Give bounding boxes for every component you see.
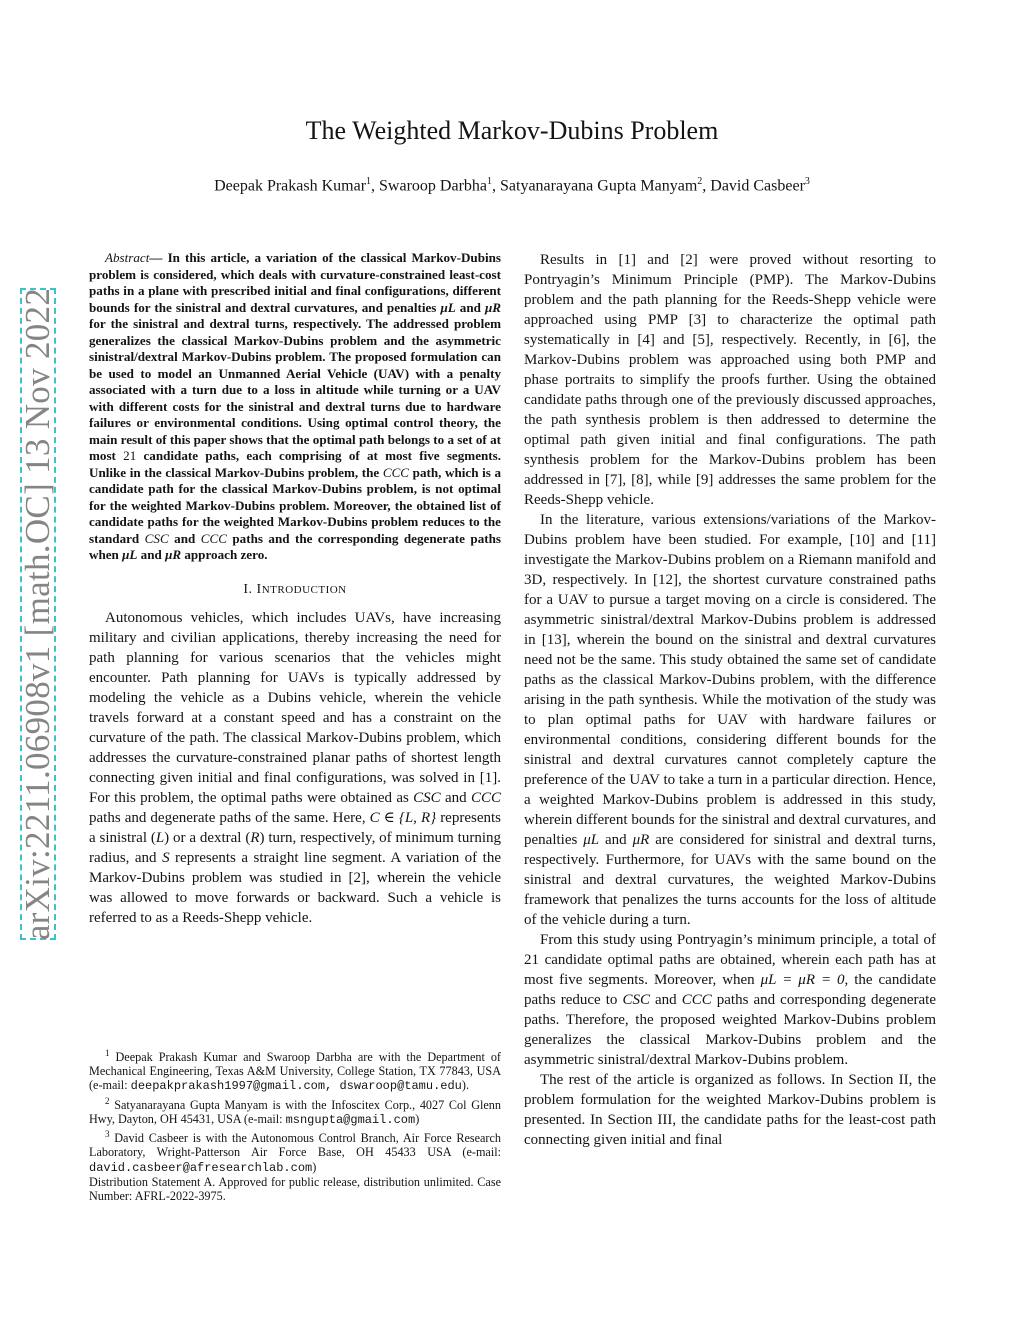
body-paragraph: From this study using Pontryagin’s minimum principle, a total of 21 candidate optimal paths are obtained, wherein each path has at most five segments. Moreover, when μL = μR = 0, the candidate paths reduce to CSC and CCC paths and corresponding degenerate paths. Therefore, the proposed weighted Markov-Dubins problem generalizes the classical Markov-Dubins problem and the asymmetric sinistral/dextral Markov-Dubins problem. [524, 932, 936, 1068]
right-column [524, 250, 936, 1150]
section-heading-introduction: I. INTRODUCTION [243, 581, 347, 597]
footnote: $^3$ David Casbeer is with the Autonomous Control Branch, Air Force Research Laboratory, Wright-Patterson Air Force Base, OH 45433 USA (e-mail: david.casbeer@afresearchlab.com) [89, 1129, 501, 1175]
footnote: $^2$ Satyanarayana Gupta Manyam is with the Infoscitex Corp., 4027 Col Glenn Hwy, Dayton, OH 45431, USA (e-mail: msngupta@gmail.com) [89, 1095, 501, 1127]
arxiv-stamp [8, 288, 74, 940]
abstract: Abstract— In this article, a variation of the classical Markov-Dubins problem is considered, which deals with curvature-constrained least-cost paths in a plane with prescribed initial and final configurations, different bounds for the sinistral and dextral curvatures, and penalties μL and μR for the sinistral and dextral turns, respectively. The addressed problem generalizes the classical Markov-Dubins problem and the asymmetric sinistral/dextral Markov-Dubins problem. The proposed formulation can be used to model an Unmanned Aerial Vehicle (UAV) with a penalty associated with a turn due to a loss in altitude while turning or a UAV with different costs for the sinistral and dextral turns due to hardware failures or environmental conditions. Using optimal control theory, the main result of this paper shows that the optimal path belongs to a set of at most 21 candidate paths, each comprising of at most five segments. Unlike in the classical Markov-Dubins problem, the CCC path, which is a candidate path for the classical Markov-Dubins problem, is not optimal for the weighted Markov-Dubins problem. Moreover, the obtained list of candidate paths for the weighted Markov-Dubins problem reduces to the standard CSC and CCC paths and the corresponding degenerate paths when μL and μR approach zero. [89, 250, 502, 562]
author-name: Swaroop Darbha [379, 177, 487, 195]
footnotes [89, 1046, 501, 1203]
affiliation-mark: 1 [487, 176, 492, 187]
email-link[interactable]: msngupta@gmail.com [285, 1112, 416, 1127]
body-paragraph: Results in [1] and [2] were proved without resorting to Pontryagin’s Minimum Principle (PMP). The Markov-Dubins problem and the path planning for the Reeds-Shepp vehicle were approached using PMP [3] to characterize the optimal path systematically in [4] and [5], respectively. Recently, in [6], the Markov-Dubins problem was approached using both PMP and phase portraits to simplify the proofs further. Using the obtained candidate paths through one of the previously discussed approaches, the path synthesis problem is then addressed to determine the optimal path given initial and final configurations. The path synthesis problem for the Markov-Dubins problem has been addressed in [7], [8], while [9] addresses the same problem for the Reeds-Shepp vehicle. [524, 252, 936, 508]
abstract-label: Abstract— [105, 250, 163, 265]
author-name: Deepak Prakash Kumar [214, 177, 367, 195]
body-paragraph: The rest of the article is organized as follows. In Section II, the problem formulation for the weighted Markov-Dubins problem is presented. In Section III, the candidate paths for the least-cost path connecting given initial and final [524, 1072, 936, 1148]
footnote: $^1$ Deepak Prakash Kumar and Swaroop Darbha are with the Department of Mechanical Engineering, Texas A&M University, College Station, TX 77843, USA (e-mail: deepakprakash1997@gmail.com, dswaroop@tamu.edu). [89, 1048, 501, 1094]
author-name: Satyanarayana Gupta Manyam [500, 177, 698, 195]
author-list: Deepak Prakash Kumar$^1$, Swaroop Darbha$^1$, Satyanarayana Gupta Manyam$^2$, David Casbeer$^3$ [214, 176, 810, 195]
email-link[interactable]: deepakprakash1997@gmail.com, dswaroop@tamu.edu [130, 1079, 462, 1094]
affiliation-mark: 2 [697, 176, 703, 187]
affiliation-mark: 1 [366, 176, 372, 187]
body-paragraph: In the literature, various extensions/variations of the Markov-Dubins problem have been studied. For example, [10] and [11] investigate the Markov-Dubins problem on a Riemann manifold and 3D, respectively. In [12], the shortest curvature constrained paths for a UAV to pursue a target moving on a circle is considered. The asymmetric sinistral/dextral Markov-Dubins problem is addressed in [13], wherein the bound on the sinistral and dextral curvatures need not be the same. This study obtained the same set of candidate paths as the classical Markov-Dubins problem, with the difference arising in the path synthesis. While the motivation of the study was to plan optimal paths for UAV with hardware failures or environmental conditions, considering different bounds for the sinistral and dextral curvatures cannot completely capture the preference of the UAV to take a turn in a particular direction. Hence, a weighted Markov-Dubins problem is addressed in this study, wherein different bounds for the sinistral and dextral curvatures, and penalties μL and μR are considered for sinistral and dextral turns, respectively. Furthermore, for UAVs with the same bound on the sinistral and dextral curvatures, the weighted Markov-Dubins framework that penalizes the turns accounts for the loss of altitude of the vehicle during a turn. [524, 512, 936, 928]
footnote-distribution: Distribution Statement A. Approved for public release, distribution unlimited. Case Number: AFRL-2022-3975. [89, 1174, 501, 1204]
author-name: David Casbeer [710, 177, 805, 195]
arxiv-identifier[interactable]: arXiv:2211.06908v1 [math.OC] 13 Nov 2022 [18, 287, 57, 941]
paper-title: The Weighted Markov-Dubins Problem [305, 116, 719, 145]
introduction-paragraph: Autonomous vehicles, which includes UAVs, have increasing military and civilian applications, thereby increasing the need for path planning for various scenarios that the vehicles might encounter. Path planning for UAVs is typically addressed by modeling the vehicle as a Dubins vehicle, wherein the vehicle travels forward at a constant speed and has a constraint on the curvature of the path. The classical Markov-Dubins problem, which addresses the curvature-constrained planar paths of shortest length connecting given initial and final configurations, was solved in [1]. For this problem, the optimal paths were obtained as CSC and CCC paths and degenerate paths of the same. Here, C ∈ {L, R} represents a sinistral (L) or a dextral (R) turn, respectively, of minimum turning radius, and S represents a straight line segment. A variation of the Markov-Dubins problem was studied in [2], wherein the vehicle was allowed to move forwards or backward. Such a vehicle is referred to as a Reeds-Shepp vehicle. [89, 609, 502, 926]
affiliation-mark: 3 [804, 176, 810, 187]
left-column [89, 250, 501, 928]
email-link[interactable]: david.casbeer@afresearchlab.com [89, 1160, 313, 1175]
